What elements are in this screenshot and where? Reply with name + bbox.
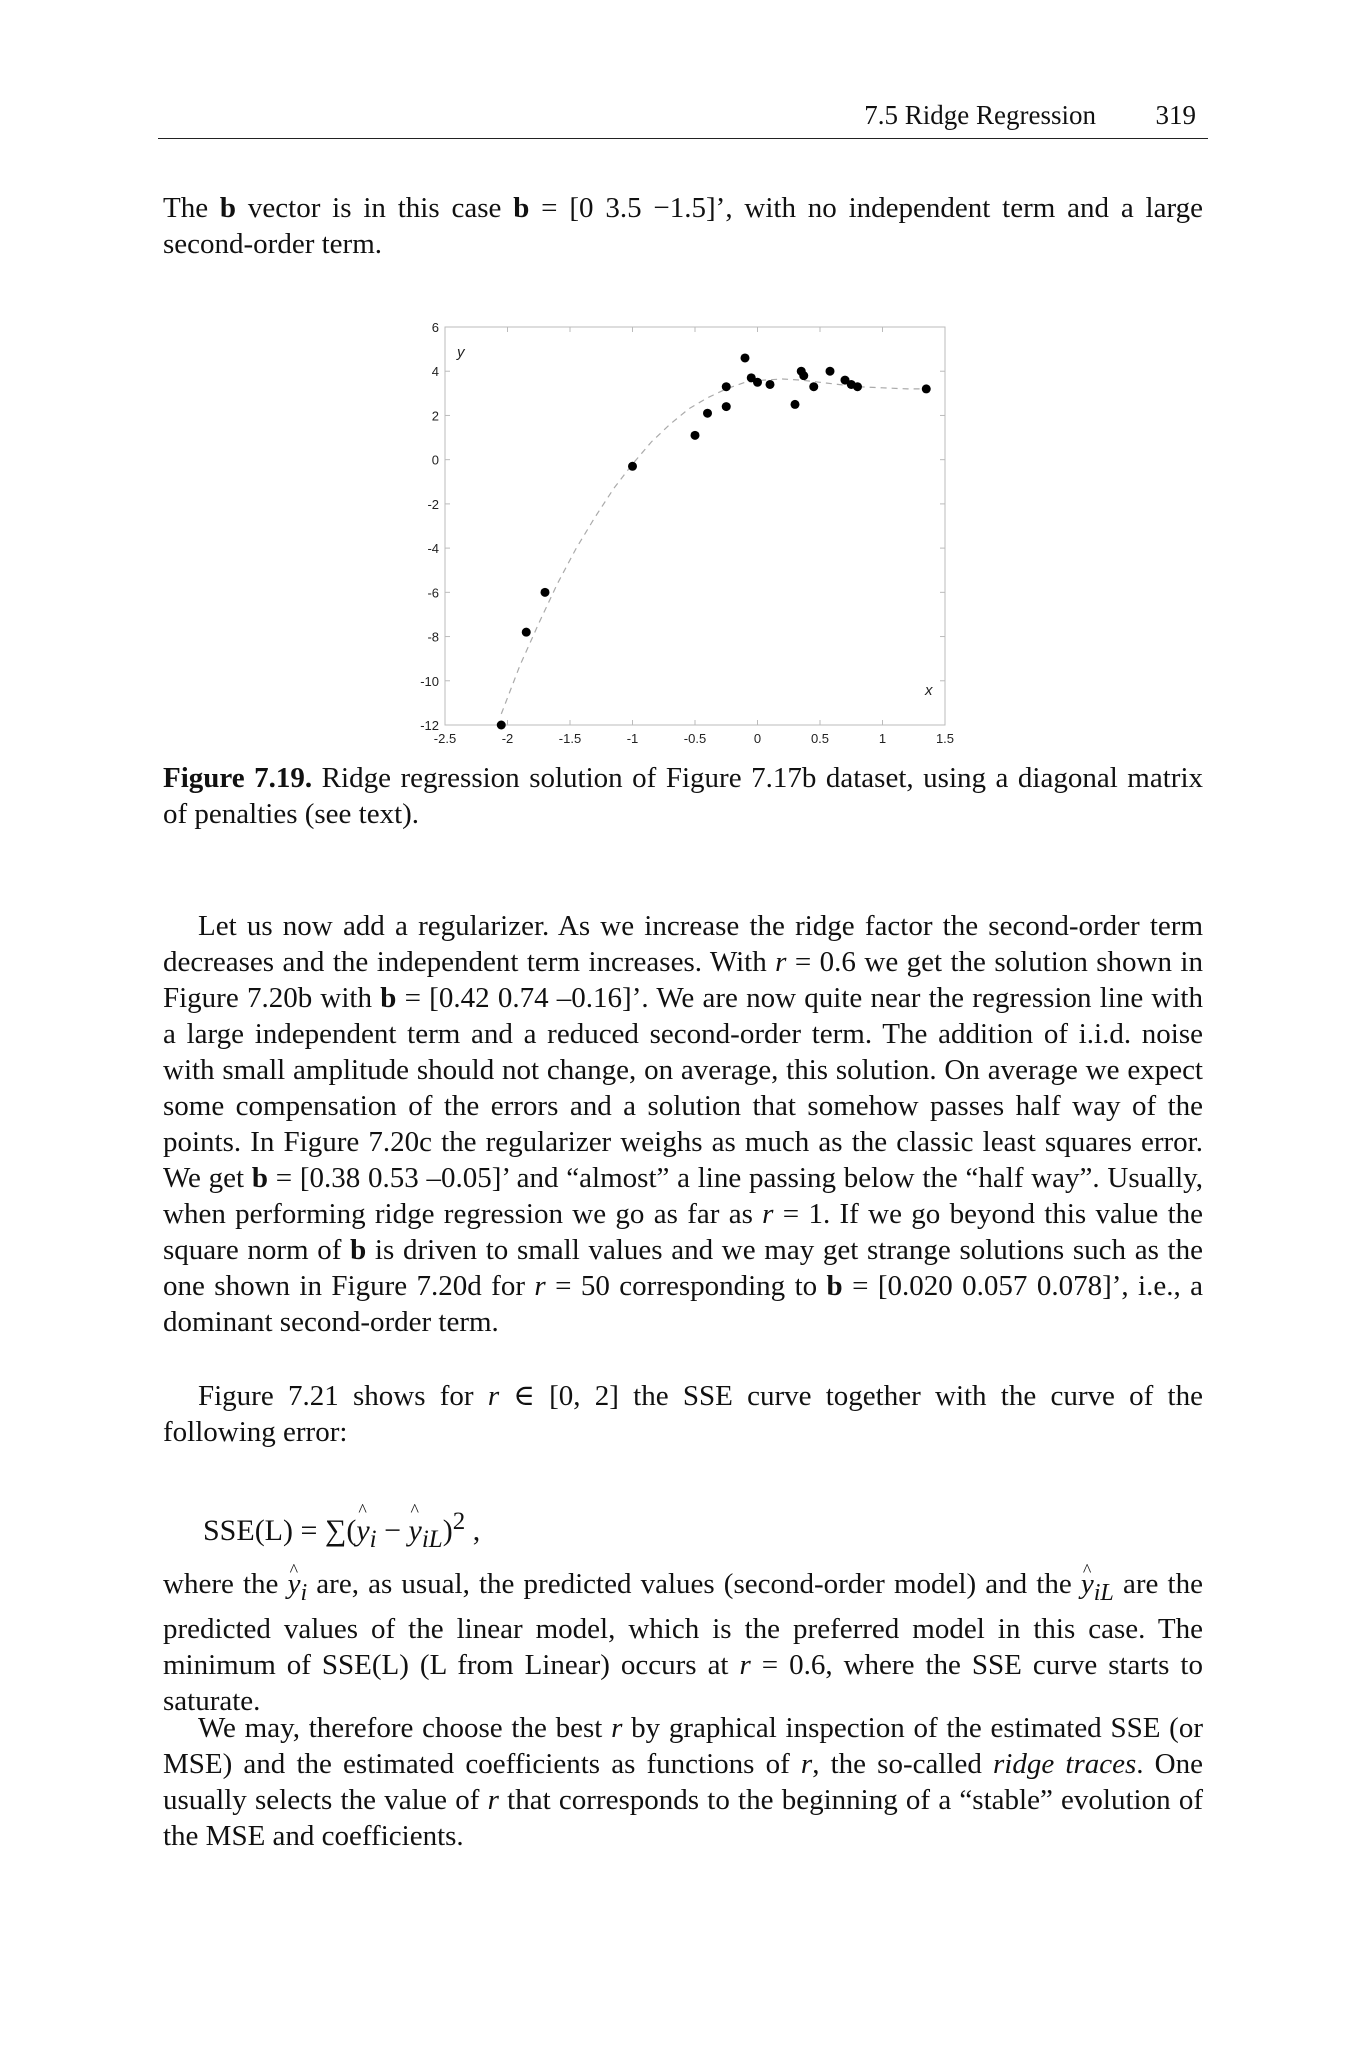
figure-7-19 (400, 315, 970, 745)
figure-caption (163, 760, 1203, 832)
fit-curve-line (501, 379, 932, 714)
data-point (809, 382, 818, 391)
x-tick-label: -1.5 (558, 731, 582, 745)
ridge-scatter-chart (400, 315, 970, 745)
x-tick-label: -0.5 (683, 731, 707, 745)
data-point (541, 588, 550, 597)
x-tick-label: 0 (753, 731, 762, 745)
y-tick-label: -4 (427, 541, 439, 557)
data-point (799, 371, 808, 380)
running-header (158, 96, 1208, 139)
y-tick-label: -2 (427, 496, 439, 512)
data-point (497, 721, 506, 730)
data-point (722, 402, 731, 411)
y-tick-label: 0 (431, 452, 439, 468)
data-point (722, 382, 731, 391)
y-tick-label: 6 (431, 320, 439, 335)
data-point (703, 409, 712, 418)
data-point (522, 628, 531, 637)
y-axis-label: y (457, 344, 465, 361)
caption-text: Ridge regression solution of Figure 7.17b dataset, using a diagonal matrix of penalties (see text). (163, 762, 1204, 830)
data-point (628, 462, 637, 471)
x-tick-label: 0.5 (810, 731, 830, 745)
y-tick-label: 2 (431, 408, 439, 424)
sse-l-equation: SSE(L) = ∑(^ $y_i$ − ^ $y_{iL})^2$ , (203, 1508, 603, 1554)
header-section-title: 7.5 Ridge Regression (864, 100, 1096, 130)
data-point (753, 378, 762, 387)
x-tick-label: -1 (626, 731, 639, 745)
data-point (791, 400, 800, 409)
y-tick-label: -12 (420, 718, 439, 733)
data-point (922, 384, 931, 393)
x-tick-label: -2 (501, 731, 514, 745)
y-tick-label: -10 (420, 673, 439, 689)
page-number: 319 (1155, 100, 1196, 130)
y-tick-label: -8 (427, 629, 439, 645)
data-point (691, 431, 700, 440)
x-axis-label: x (925, 682, 933, 699)
data-point (766, 380, 775, 389)
x-tick-label: 1 (878, 731, 887, 745)
paragraph-where: where the ^ $y_i$ are, as usual, the predicted values (second-order model) and the ^ $y_{iL}$ are the predicted values of the linear model, which is the preferred model in this case. The minimum of SSE(L) (L from Linear) occurs at r = 0.6, where the SSE curve starts to saturate. (163, 1566, 1203, 1719)
y-tick-label: 4 (431, 364, 439, 380)
x-tick-label: -2.5 (433, 731, 457, 745)
paragraph-figure-7-21: Figure 7.21 shows for r ∈ [0, 2] the SSE curve together with the curve of the following error: (163, 1380, 1203, 1448)
paragraph-regularizer: Let us now add a regularizer. As we increase the ridge factor the second-order term decreases and the independent term increases. With r = 0.6 we get the solution shown in Figure 7.20b with b = [0.42 0.74 –0.16]’. We are now quite near the regression line with a large independent term and a reduced second-order term. The addition of i.i.d. noise with small amplitude should not change, on average, this solution. On average we expect some compensation of the errors and a solution that somehow passes half way of the points. In Figure 7.20c the regularizer weighs as much as the classic least squares error. We get b = [0.38 0.53 –0.05]’ and “almost” a line passing below the “half way”. Usually, when performing ridge regression we go as far as r = 1. If we go beyond this value the square norm of b is driven to small values and we may get strange solutions such as the one shown in Figure 7.20d for r = 50 corresponding to b = [0.020 0.057 0.078]’, i.e., a dominant second-order term. (163, 910, 1204, 1338)
data-point (826, 367, 835, 376)
data-point (853, 382, 862, 391)
intro-paragraph: The b vector is in this case b = [0 3.5 −1.5]’, with no independent term and a large second-order term. (163, 192, 1203, 260)
x-tick-label: 1.5 (935, 731, 955, 745)
paragraph-ridge-traces: We may, therefore choose the best r by graphical inspection of the estimated SSE (or MSE) and the estimated coefficients as functions of r, the so-called ridge traces. One usually selects the value of r that corresponds to the beginning of a “stable” evolution of the MSE and coefficients. (163, 1712, 1203, 1852)
y-tick-label: -6 (427, 585, 439, 601)
caption-label: Figure 7.19. (163, 762, 313, 794)
data-point (741, 353, 750, 362)
